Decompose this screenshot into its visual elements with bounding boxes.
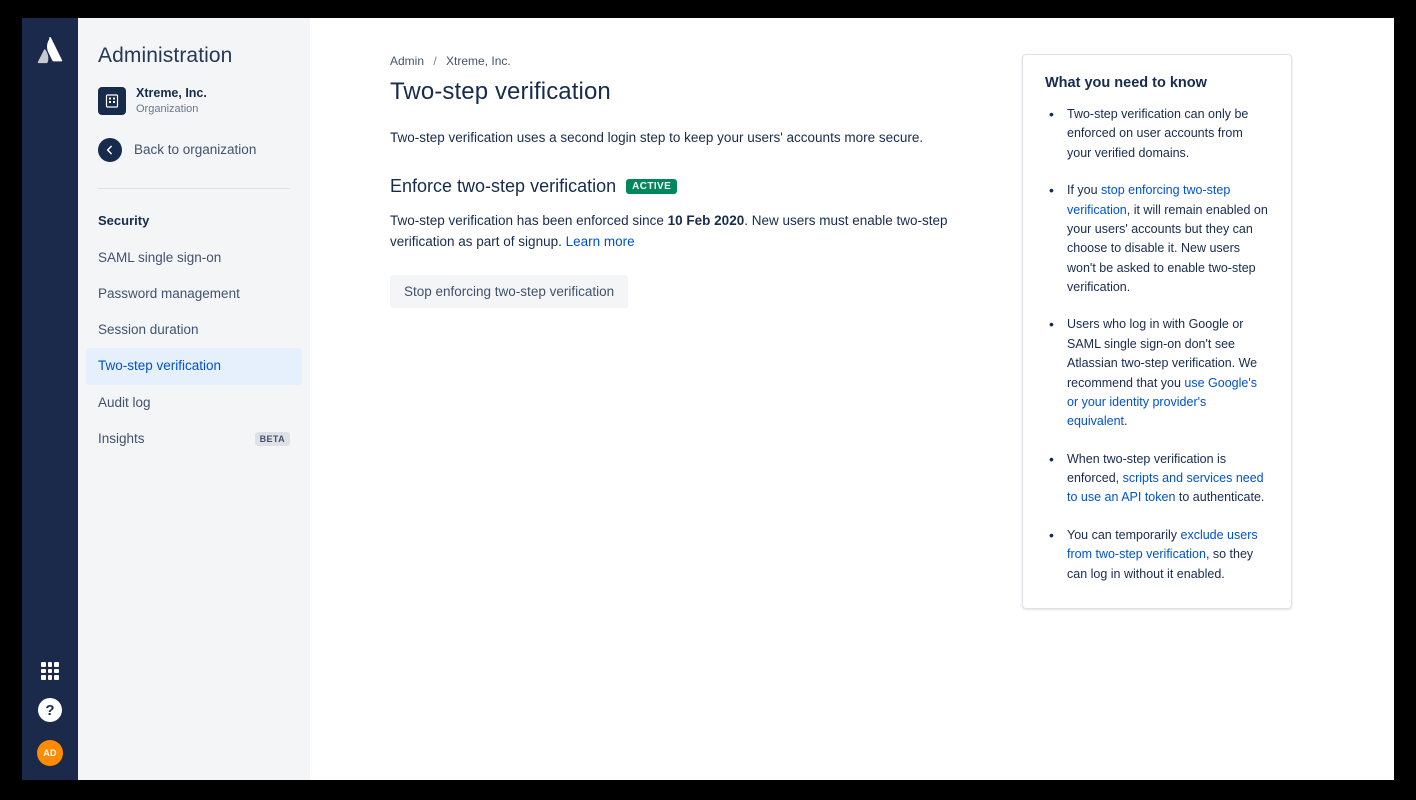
panel-link[interactable]: stop enforcing two-step verification [1067,183,1231,217]
sidebar-item-label: SAML single sign-on [98,249,222,265]
sidebar [78,18,310,780]
panel-text: Users who log in with Google or SAML single sign-on don't see Atlassian two-step verification. We recommend that you [1067,317,1258,390]
app-rail [22,18,78,780]
stop-enforcing-button[interactable]: Stop enforcing two-step verification [390,275,628,308]
organization-icon [98,87,126,115]
panel-text: . [1124,414,1128,429]
back-to-organization-button[interactable] [78,138,310,162]
content-column [310,54,950,780]
sidebar-item-audit-log[interactable] [78,385,310,421]
app-switcher-icon[interactable] [41,662,59,680]
panel-text: Two-step verification can only be enforced on user accounts from your verified domains. [1067,107,1249,160]
panel-text: If you [1067,183,1102,198]
panel-text: When two-step verification is enforced, [1067,451,1227,485]
info-panel-wrapper [950,54,1292,780]
panel-list-item [1045,105,1269,163]
enforce-section-header [390,176,950,197]
breadcrumb-separator: / [433,54,437,68]
sidebar-divider [98,188,290,189]
intro-text: Two-step verification uses a second login step to keep your users' accounts more secure. [390,130,924,145]
breadcrumb-current[interactable]: Xtreme, Inc. [446,54,511,68]
main-content [310,18,1394,780]
organization-name: Xtreme, Inc. [136,86,207,100]
arrow-left-icon [98,138,122,162]
main-page-title: Two-step verification [390,78,611,105]
organization-subtitle: Organization [136,102,199,115]
panel-list-item [1045,450,1269,508]
what-you-need-to-know-panel [1022,54,1292,609]
panel-text: , it will remain enabled on your users' accounts but they can choose to disable it. New users won't be asked to enable two-step verification. [1067,202,1268,294]
sidebar-item-insights[interactable] [78,421,310,457]
panel-link[interactable]: use Google's or your identity provider's equivalent [1067,375,1257,429]
panel-text: You can temporarily [1067,527,1181,542]
panel-text: , so they can log in without it enabled. [1067,547,1254,581]
panel-text: to authenticate. [1175,490,1265,505]
sidebar-item-label: Audit log [98,394,151,410]
enforce-description-prefix: Two-step verification has been enforced since [390,213,668,229]
section-heading: Enforce two-step verification [390,176,617,197]
sidebar-item-saml-single-sign-on[interactable] [78,240,310,276]
panel-list-item [1045,315,1269,431]
page-title: Administration [98,44,233,67]
avatar[interactable]: AD [37,740,63,766]
back-to-organization-label: Back to organization [134,142,257,158]
panel-title: What you need to know [1045,75,1207,91]
sidebar-item-session-duration[interactable] [78,312,310,348]
sidebar-item-label: Session duration [98,322,199,338]
panel-link[interactable]: scripts and services need to use an API token [1067,471,1264,505]
panel-list-item [1045,526,1269,584]
app-window [22,18,1394,780]
sidebar-item-label: Insights [98,430,145,446]
sidebar-item-label: Password management [98,286,240,302]
atlassian-logo-icon[interactable] [22,36,78,66]
enforce-description-suffix: . New users must enable two-step verification as part of signup. [390,213,948,250]
breadcrumb-root[interactable]: Admin [390,54,425,68]
help-icon[interactable]: ? [38,698,62,722]
learn-more-link[interactable]: Learn more [565,234,635,250]
beta-badge: BETA [255,432,290,447]
breadcrumb [390,54,950,68]
sidebar-section-security: Security [98,212,150,228]
panel-link[interactable]: exclude users from two-step verification [1067,527,1258,562]
status-badge: ACTIVE [626,179,677,194]
enforce-date: 10 Feb 2020 [667,213,745,229]
sidebar-item-password-management[interactable] [78,276,310,312]
rail-bottom-group [22,662,78,766]
sidebar-item-two-step-verification[interactable] [86,348,302,384]
enforce-description [390,211,950,253]
panel-list-item [1045,181,1269,297]
organization-row[interactable] [78,86,310,116]
sidebar-item-label: Two-step verification [98,358,222,374]
panel-list [1045,105,1269,584]
